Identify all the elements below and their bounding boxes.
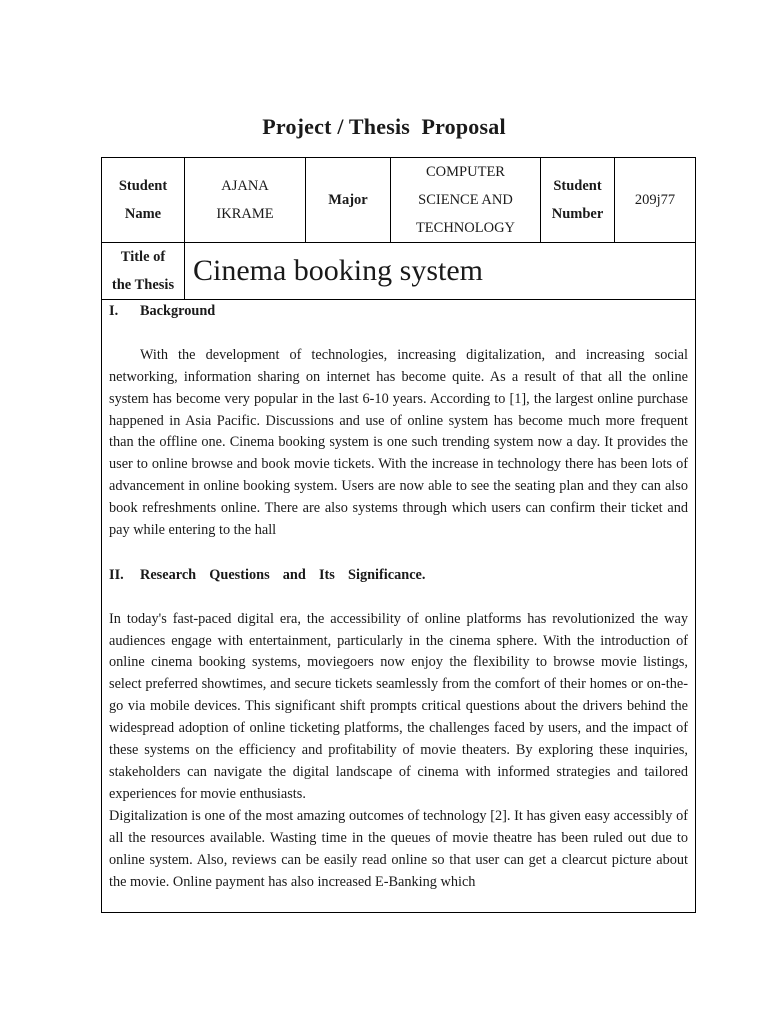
- major-label: Major: [328, 192, 368, 208]
- spacer: [109, 323, 688, 345]
- student-number-label-line1: Student: [553, 178, 602, 194]
- student-number-label-line2: Number: [551, 206, 604, 222]
- research-section-number: II.: [109, 566, 124, 583]
- research-paragraph-1: In today's fast-paced digital era, the accessibility of online platforms has revolutionized the way audiences engage with entertainment, particularly in the cinema sphere. With the introduction of online cinema booking systems, moviegoers now enjoy the flexibility to browse movie listings, select preferred showtimes, and secure tickets seamlessly from the comfort of their homes or on-the-go via mobile devices. This significant shift prompts critical questions about the drivers behind the widespread adoption of online ticketing platforms, the challenges faced by users, and the impact of these systems on the efficiency and profitability of movie theaters. By exploring these inquiries, stakeholders can navigate the digital landscape of cinema with informed strategies and tailored experiences for movie enthusiasts.: [109, 610, 688, 802]
- student-name-value-cell: [185, 158, 306, 243]
- research-paragraph-2: Digitalization is one of the most amazing outcomes of technology [2]. It has given easy accessibly of all the resources available. Wasting time in the queues of movie theatre has been ruled out due to online system. Also, reviews can be easily read online so that user can get a clearcut picture about the movie. Online payment has also increased E-Banking which: [109, 807, 688, 890]
- document-title: Project / Thesis Proposal: [262, 114, 506, 139]
- spacer: [109, 542, 688, 564]
- major-value-line1: COMPUTER: [426, 164, 505, 180]
- thesis-title-label-line2: the Thesis: [111, 277, 175, 293]
- proposal-body-row: [102, 300, 696, 913]
- background-section-title: Background: [140, 303, 216, 319]
- thesis-title-value: Cinema booking system: [185, 243, 696, 300]
- background-heading: [109, 301, 688, 323]
- student-name-label-cell: [102, 158, 185, 243]
- proposal-body: [109, 300, 688, 912]
- research-heading: [109, 565, 688, 587]
- thesis-title-label-cell: [102, 243, 185, 300]
- background-section-number: I.: [109, 303, 119, 319]
- major-value-line2: SCIENCE AND: [418, 192, 513, 208]
- background-paragraph: With the development of technologies, increasing digitalization, and increasing social networking, information sharing on internet has become quite. As a result of that all the online system has become very popular in the last 6-10 years. According to [1], the largest online purchase happened in Asia Pacific. Discussions and use of online system has become much more frequent than the offline one. Cinema booking system is one such trending system now a day. It provides the user to online browse and book movie tickets. With the increase in technology there has been lots of advancement in online booking system. Users are now able to see the seating plan and they can also book refreshments online. There are also systems through which users can confirm their ticket and pay while entering to the hall: [109, 346, 688, 539]
- spacer: [109, 587, 688, 609]
- student-number-value: 209j77: [634, 192, 676, 208]
- major-value-cell: [391, 158, 541, 243]
- student-name-label-line1: Student: [118, 178, 168, 194]
- student-info-row: [102, 158, 696, 243]
- major-label-cell: [306, 158, 391, 243]
- major-value-line3: TECHNOLOGY: [415, 220, 516, 236]
- student-number-value-cell: [615, 158, 696, 243]
- student-number-label-cell: [541, 158, 615, 243]
- proposal-body-cell: [102, 300, 696, 913]
- research-section-title: Research Questions and Its Significance.: [140, 566, 426, 583]
- student-name-label-line2: Name: [124, 206, 162, 222]
- student-name-value-line2: IKRAME: [216, 206, 274, 222]
- thesis-title-row: [102, 243, 696, 300]
- proposal-table: [101, 157, 696, 913]
- student-name-value-line1: AJANA: [221, 178, 269, 194]
- thesis-title-label-line1: Title of: [120, 249, 166, 265]
